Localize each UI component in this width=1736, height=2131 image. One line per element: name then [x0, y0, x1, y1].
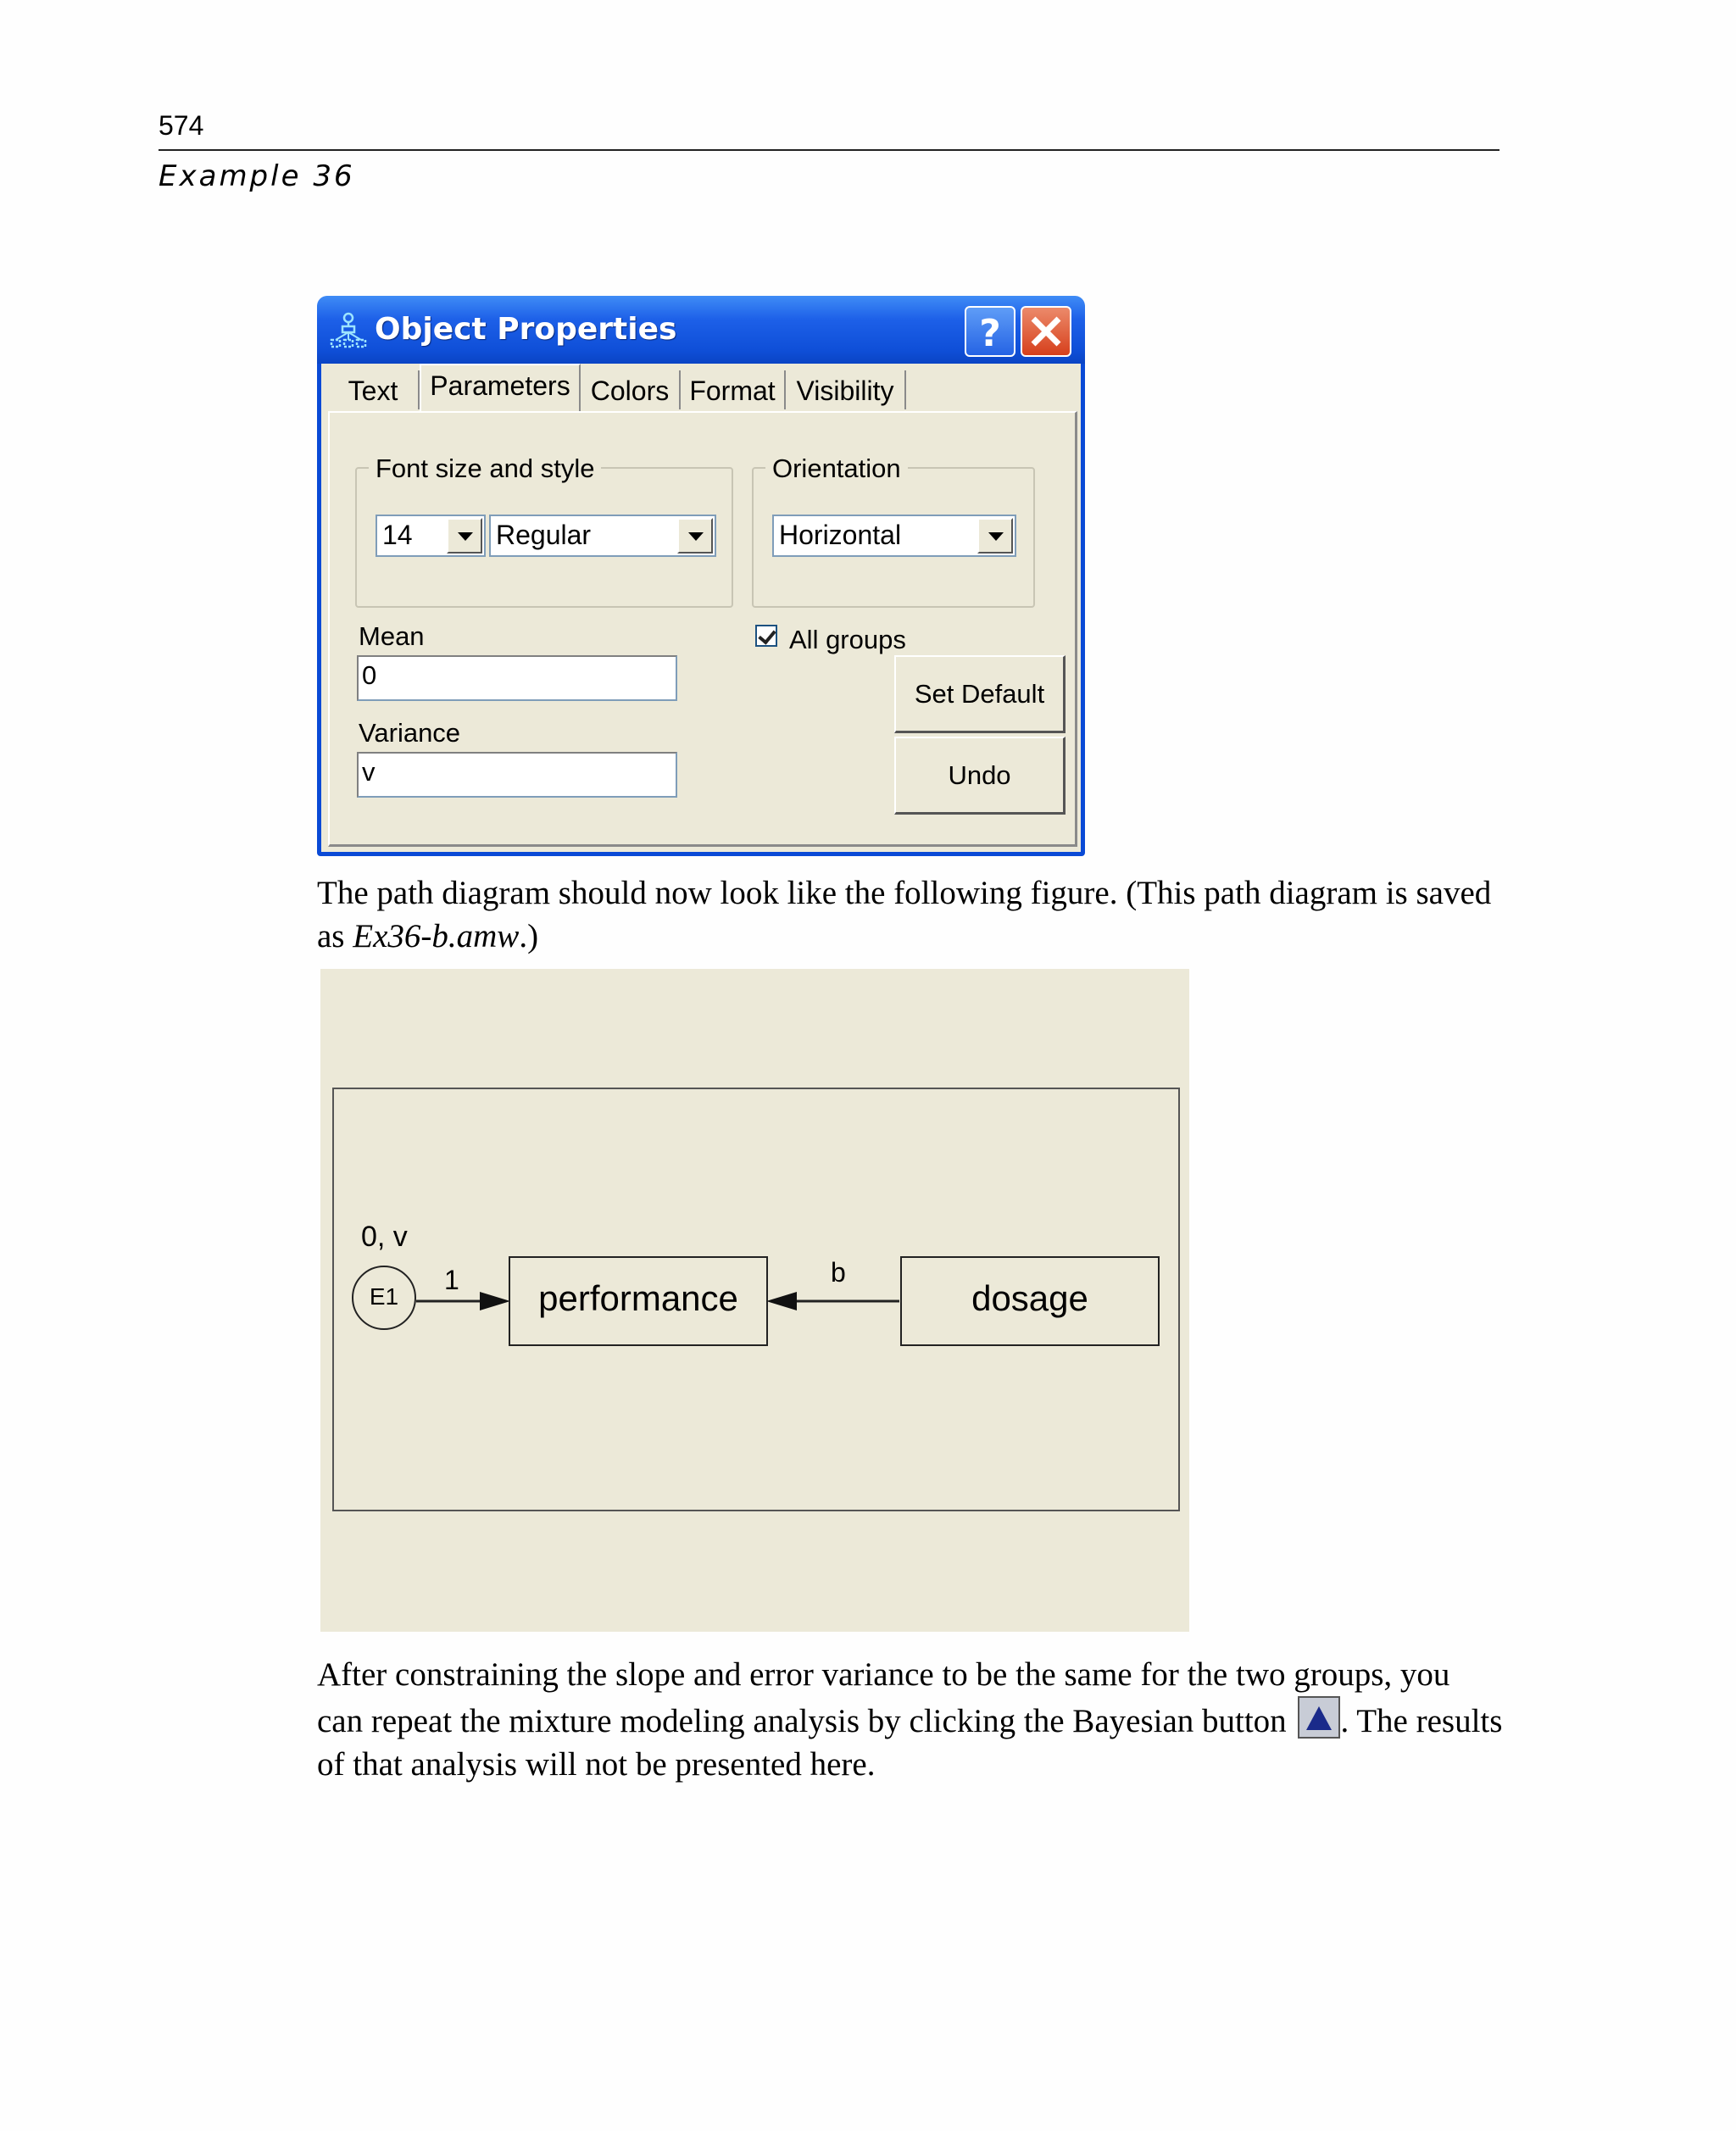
- paragraph-1-text: The path diagram should now look like the following figure. (This path diagram is saved as: [317, 875, 1492, 954]
- header-rule: [159, 149, 1500, 151]
- arrowhead-performance-left: [480, 1292, 510, 1310]
- tab-strip: [328, 364, 1074, 411]
- object-properties-dialog: [317, 296, 1085, 856]
- page-number: 574: [159, 110, 204, 141]
- tab-parameters[interactable]: Parameters: [420, 364, 581, 413]
- dosage-node: dosage: [900, 1256, 1160, 1346]
- paragraph-1: [317, 871, 1504, 958]
- path-diagram-icon: [329, 311, 368, 350]
- mean-input[interactable]: 0: [357, 655, 677, 701]
- file-name: Ex36-b.amw: [353, 918, 520, 954]
- all-groups-label: All groups: [789, 625, 906, 654]
- paragraph-1-end: .): [519, 918, 539, 954]
- chevron-down-icon[interactable]: [447, 518, 482, 554]
- mean-label: Mean: [359, 621, 425, 651]
- all-groups-checkbox[interactable]: [755, 625, 777, 647]
- dialog-client-area: [321, 364, 1081, 852]
- orientation-group-label: Orientation: [765, 453, 908, 484]
- tab-colors[interactable]: Colors: [581, 370, 681, 409]
- parameters-panel: [328, 411, 1077, 847]
- font-size-style-group: [355, 453, 733, 608]
- path-diagram-figure: [320, 969, 1189, 1632]
- path-label-1: 1: [444, 1265, 459, 1295]
- performance-node: performance: [509, 1256, 768, 1346]
- error-variance-label: 0, v: [361, 1221, 408, 1253]
- help-button[interactable]: [965, 306, 1015, 357]
- arrowhead-performance-right: [766, 1292, 797, 1310]
- undo-button[interactable]: Undo: [894, 737, 1066, 815]
- font-size-value: 14: [382, 520, 413, 550]
- path-label-b: b: [831, 1257, 846, 1288]
- tab-format[interactable]: Format: [681, 370, 786, 409]
- dialog-titlebar[interactable]: [317, 296, 1085, 364]
- variance-label: Variance: [359, 718, 461, 748]
- svg-text:?: ?: [979, 312, 1001, 355]
- font-style-combo[interactable]: [489, 515, 716, 557]
- question-mark-icon: [966, 308, 1014, 355]
- close-button[interactable]: [1021, 306, 1071, 357]
- variance-input[interactable]: v: [357, 752, 677, 798]
- running-head: Example 36: [159, 159, 355, 193]
- font-size-combo[interactable]: [376, 515, 486, 557]
- paragraph-2-text: After constraining the slope and error variance to be the same for the two groups, you can repeat the mixture modeling analysis by clicking the Bayesian button: [317, 1656, 1450, 1739]
- chevron-down-icon[interactable]: [977, 518, 1013, 554]
- tab-visibility[interactable]: Visibility: [786, 370, 906, 409]
- paragraph-2: [317, 1653, 1504, 1786]
- paragraph-2-end: . The results of that analysis will not be presented here.: [317, 1703, 1503, 1783]
- orientation-combo[interactable]: [772, 515, 1016, 557]
- orientation-value: Horizontal: [779, 520, 902, 550]
- set-default-button[interactable]: Set Default: [894, 655, 1066, 733]
- close-icon: [1022, 308, 1070, 355]
- error-node-e1: E1: [352, 1266, 416, 1330]
- font-group-label: Font size and style: [369, 453, 601, 484]
- bayesian-button-icon: [1298, 1696, 1340, 1739]
- chevron-down-icon[interactable]: [677, 518, 713, 554]
- font-style-value: Regular: [496, 520, 592, 550]
- dialog-title: Object Properties: [375, 312, 677, 347]
- orientation-group: [752, 453, 1035, 608]
- tab-text[interactable]: Text: [328, 370, 420, 409]
